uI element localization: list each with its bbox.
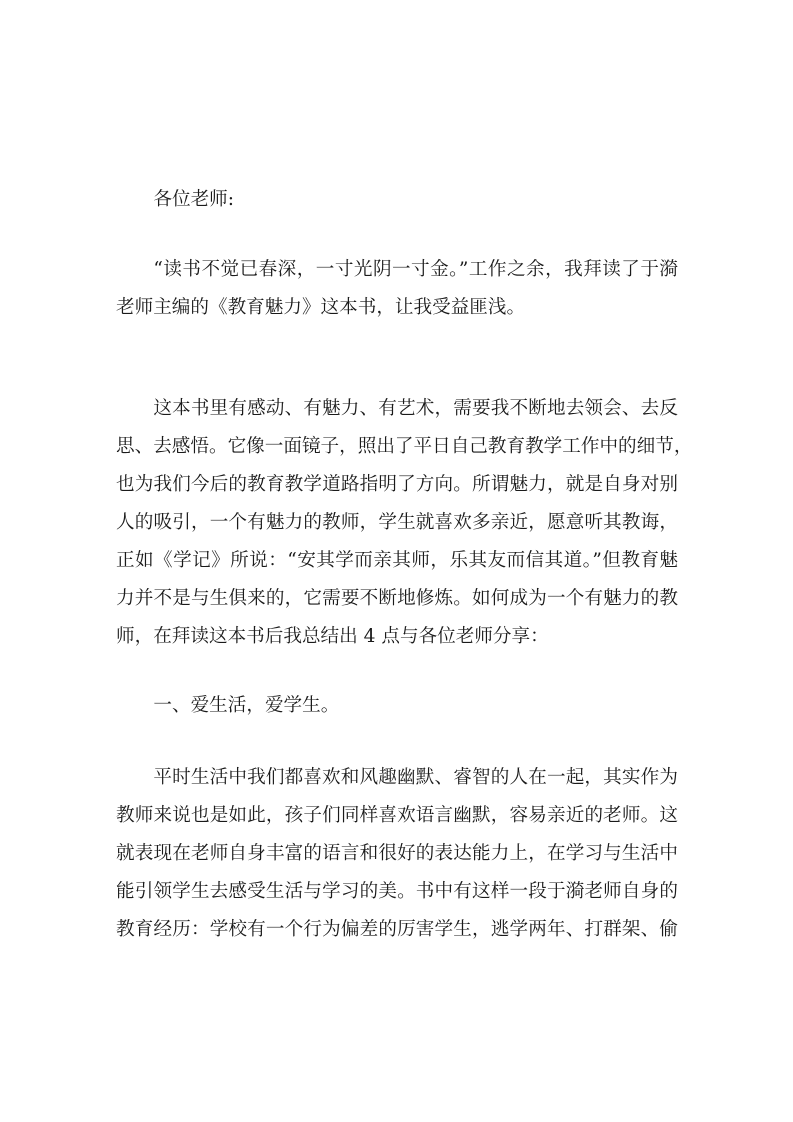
paragraph-line: 老师主编的《教育魅力》这本书，让我受益匪浅。 <box>116 297 526 318</box>
salutation <box>116 181 678 219</box>
paragraph-line: 教育经历：学校有一个行为偏差的厉害学生，逃学两年、打群架、偷 <box>116 919 678 940</box>
salutation-text: 各位老师: <box>153 189 235 210</box>
paragraph-line: 这本书里有感动、有魅力、有艺术，需要我不断地去领会、去反 <box>153 398 678 419</box>
paragraph-line: 人的吸引，一个有魅力的教师，学生就喜欢多亲近，愿意听其教诲， <box>116 512 678 533</box>
paragraph-body-1 <box>116 390 693 656</box>
paragraph-line: 师，在拜读这本书后我总结出 4 点与各位老师分享： <box>116 626 549 647</box>
paragraph-line: 就表现在老师自身丰富的语言和很好的表达能力上，在学习与生活中 <box>116 843 678 864</box>
paragraph-line: 思、去感悟。它像一面镜子，照出了平日自己教育教学工作中的细节， <box>116 436 693 457</box>
paragraph-line: 正如《学记》所说：“安其学而亲其师，乐其友而信其道。”但教育魅 <box>116 550 678 571</box>
paragraph-line: 能引领学生去感受生活与学习的美。书中有这样一段于漪老师自身的 <box>116 881 678 902</box>
section-heading-1 <box>116 687 678 725</box>
section-heading-text: 一、爱生活，爱学生。 <box>153 695 340 716</box>
paragraph-line: 教师来说也是如此，孩子们同样喜欢语言幽默，容易亲近的老师。这 <box>116 805 678 826</box>
paragraph-line: “读书不觉已春深，一寸光阴一寸金。”工作之余，我拜读了于漪 <box>153 259 678 280</box>
paragraph-body-2 <box>116 759 678 949</box>
paragraph-line: 也为我们今后的教育教学道路指明了方向。所谓魅力，就是自身对别 <box>116 474 678 495</box>
paragraph-line: 平时生活中我们都喜欢和风趣幽默、睿智的人在一起，其实作为 <box>153 767 678 788</box>
paragraph-intro <box>116 251 678 327</box>
paragraph-line: 力并不是与生俱来的，它需要不断地修炼。如何成为一个有魅力的教 <box>116 588 678 609</box>
